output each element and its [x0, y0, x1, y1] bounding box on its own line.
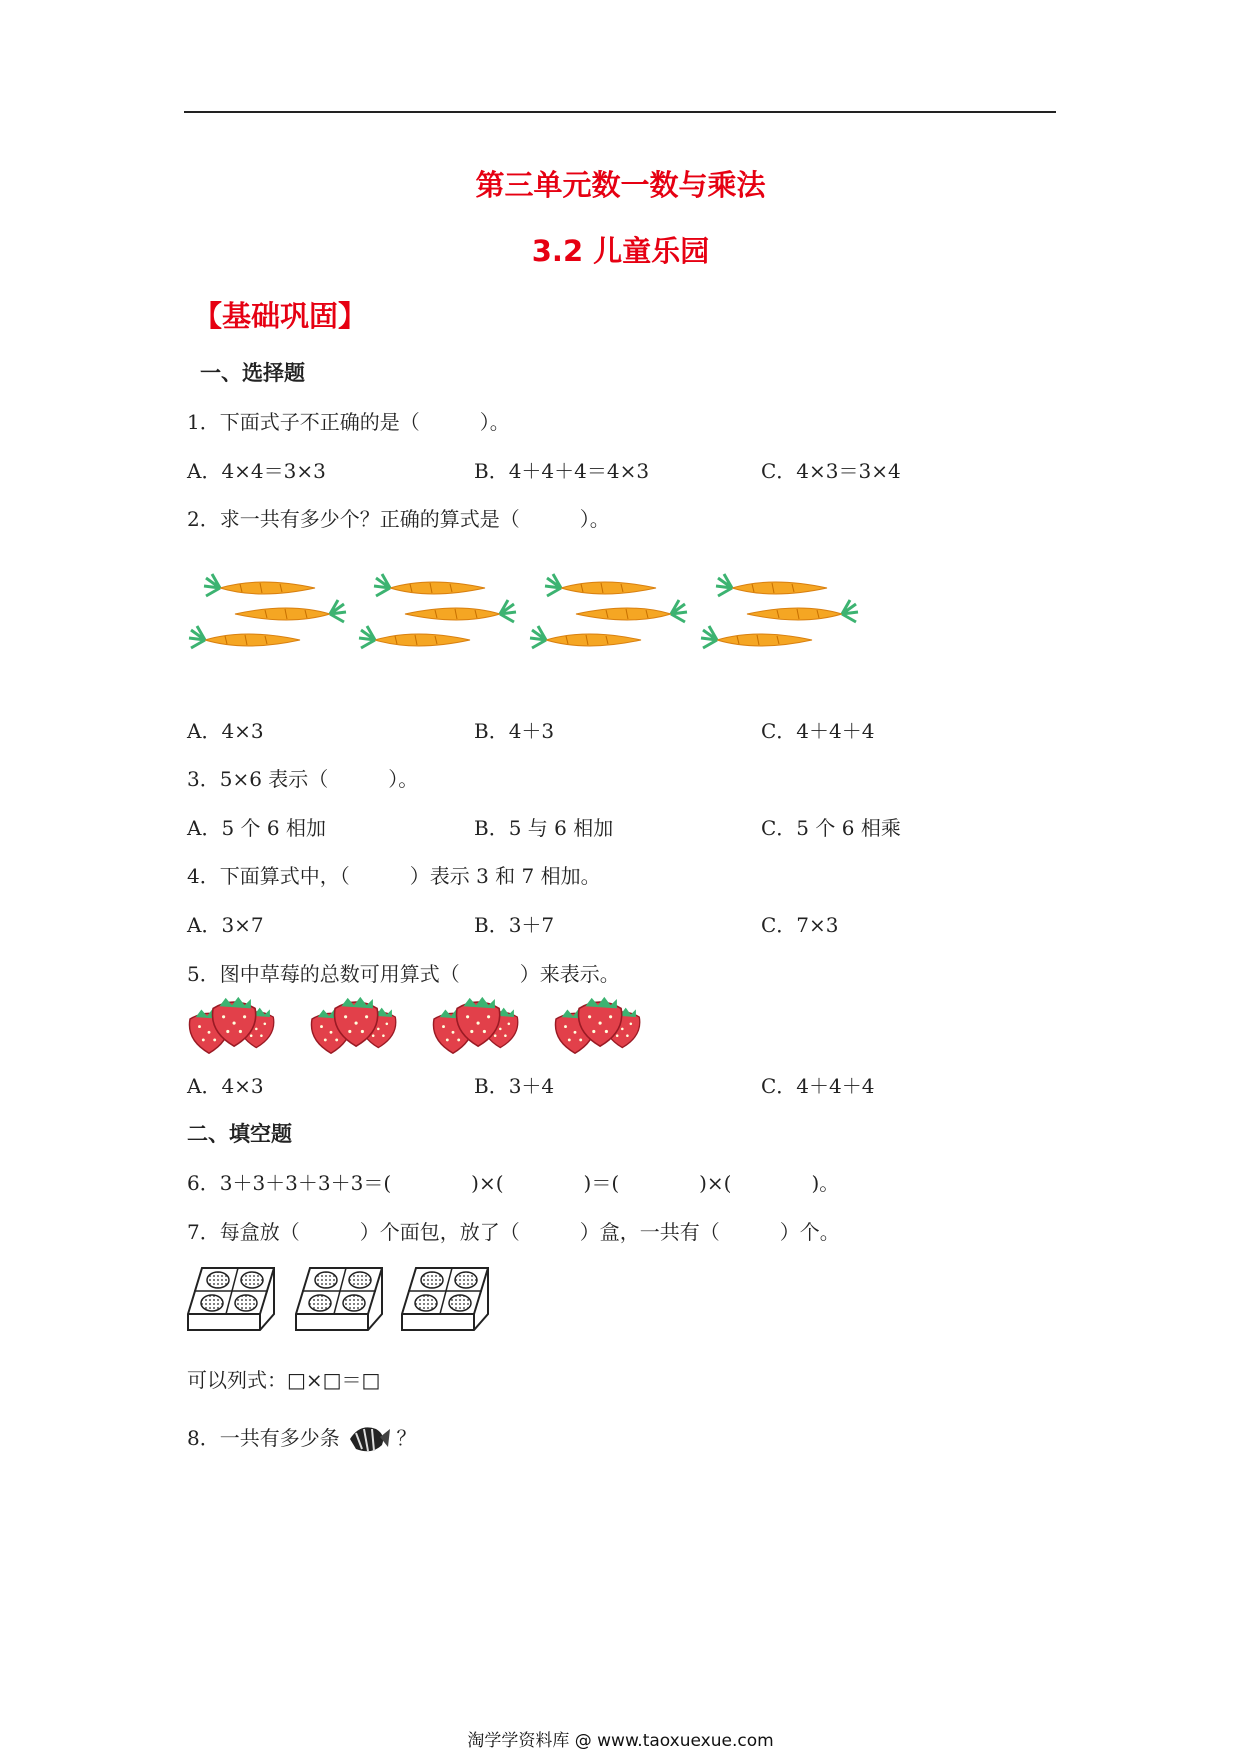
question-6: 6．3＋3＋3＋3＋3＝( )×( )＝( )×( )。	[187, 1171, 840, 1195]
question-3-option-a: A．5 个 6 相加	[187, 816, 326, 840]
question-2-option-c: C．4＋4＋4	[761, 719, 875, 743]
bread-box-1	[188, 1268, 274, 1330]
part1-heading: 一、选择题	[200, 361, 305, 385]
question-2-stem: 2．求一共有多少个？正确的算式是（ ）。	[187, 507, 610, 531]
carrot-group-4	[701, 574, 858, 648]
question-7: 7．每盒放（ ）个面包，放了（ ）盒，一共有（ ）个。	[187, 1220, 840, 1244]
footer-watermark: 淘学学资料库 @ www.taoxuexue.com	[467, 1731, 774, 1751]
lesson-title: 3.2 儿童乐园	[531, 234, 710, 268]
question-4-option-a: A．3×7	[187, 913, 264, 937]
question-3-stem: 3．5×6 表示（ ）。	[187, 767, 419, 791]
question-5-option-a: A．4×3	[187, 1074, 264, 1098]
question-3-option-b: B．5 与 6 相加	[474, 816, 614, 840]
question-2-option-b: B．4＋3	[474, 719, 555, 743]
carrot-group-3	[530, 574, 687, 648]
question-8-text	[187, 1421, 416, 1455]
section-label: 【基础巩固】	[193, 299, 368, 333]
carrot-group-2	[359, 574, 516, 648]
question-3-option-c: C．5 个 6 相乘	[761, 816, 901, 840]
question-1-option-a: A．4×4＝3×3	[187, 459, 326, 483]
question-1-option-c: C．4×3＝3×4	[761, 459, 901, 483]
question-4-option-c: C．7×3	[761, 913, 839, 937]
fish-icon	[346, 1421, 390, 1455]
question-2-option-a: A．4×3	[187, 719, 264, 743]
question-4-option-b: B．3＋7	[474, 913, 555, 937]
question-8-suffix: ？	[396, 1426, 417, 1450]
header-rule	[184, 111, 1056, 113]
bread-box-2	[296, 1268, 382, 1330]
bread-box-3	[402, 1268, 488, 1330]
strawberries-image	[190, 1000, 670, 1060]
bread-boxes-image	[188, 1266, 508, 1338]
question-1-option-b: B．4＋4＋4＝4×3	[474, 459, 650, 483]
question-4-stem: 4．下面算式中，（ ）表示 3 和 7 相加。	[187, 864, 601, 888]
question-7-formula: 可以列式：□×□＝□	[187, 1368, 381, 1392]
unit-title: 第三单元数一数与乘法	[475, 168, 766, 202]
part2-heading: 二、填空题	[187, 1122, 292, 1146]
carrot-group-1	[189, 574, 346, 648]
strawberry-group-4	[555, 997, 639, 1053]
question-1-stem: 1．下面式子不正确的是（ ）。	[187, 410, 510, 434]
strawberry-group-3	[433, 997, 517, 1053]
strawberry-group-2	[311, 997, 395, 1053]
strawberry-group-1	[189, 997, 273, 1053]
carrots-image	[190, 570, 860, 660]
question-5-option-b: B．3＋4	[474, 1074, 555, 1098]
question-8-prefix: 8．一共有多少条	[187, 1426, 340, 1450]
question-5-option-c: C．4＋4＋4	[761, 1074, 875, 1098]
question-5-stem: 5．图中草莓的总数可用算式（ ）来表示。	[187, 962, 620, 986]
